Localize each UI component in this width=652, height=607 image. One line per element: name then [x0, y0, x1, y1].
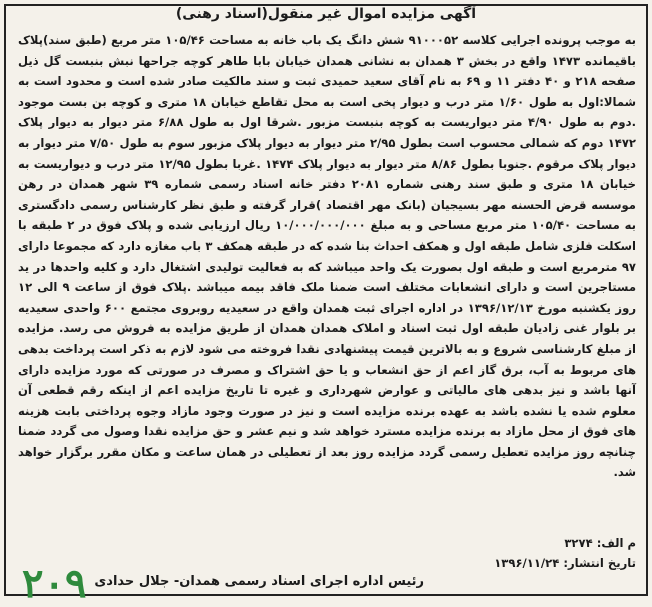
- signature-line: رئیس اداره اجرای اسناد رسمی همدان- جلال حدادی: [94, 574, 424, 589]
- publish-date: تاریخ انتشار: ۱۳۹۶/۱۱/۲۴: [494, 556, 636, 570]
- reference-number: م الف: ۳۲۷۴: [564, 536, 636, 550]
- notice-body: به موجب پرونده اجرایی کلاسه ۹۱۰۰۰۵۲ شش دانگ یک باب خانه به مساحت ۱۰۵/۴۶ متر مربع (طبق سند)پلاک باقیمانده ۱۴۷۳ واقع در بخش ۳ همدان به نشانی همدان خیابان بابا طاهر کوچه جراحها نبش بنبست گل ذیل صفحه ۲۱۸ و ۴۰ دفتر ۱۱ و ۶۹ به نام آقای سعید حمیدی ثبت و سند مالکیت صادر شده است و محدود است به شمالا:اول به طول ۱/۶۰ متر درب و دیوار پخی است به محل تقاطع خیابان ۱۸ متری و کوچه بن بست موجود .دوم به طول ۴/۹۰ متر دیواریست به کوچه بنبست مزبور .شرقا اول به طول ۶/۸۸ متر دیوار به دیوار پلاک ۱۴۷۲ دوم که شمالی محسوب است بطول ۲/۹۵ متر دیوار به دیوار پلاک مزبور سوم به طول ۷/۵۰ متر دیوار به دیوار پلاک مرقوم .جنوبا بطول ۸/۸۶ متر دیوار به دیوار پلاک ۱۴۷۴ .غربا بطول ۱۲/۹۵ متر درب و دیواریست به خیابان ۱۸ متری و طبق سند رهنی شماره ۲۰۸۱ دفتر خانه اسناد رسمی شماره ۳۹ شهر همدان در رهن موسسه قرض الحسنه مهر بسیجیان (بانک مهر اقتصاد )قرار گرفته و طبق نظر کارشناس رسمی دادگستری به مساحت ۱۰۵/۴۰ متر مربع مساحی و به مبلغ ۱۰/۰۰۰/۰۰۰/۰۰۰ ریال ارزیابی شده و پلاک فوق در ۲ طبقه با اسکلت فلزی شامل طبقه اول و همکف احداث بنا شده که در طبقه همکف ۳ باب مغازه دارد که مجموعا دارای ۹۷ مترمربع است و طبقه اول بصورت یک واحد میباشد که به فعالیت تولیدی اشتغال دارد و کلیه واحدها در ید مستاجرین است و دارای انشعابات مختلف است ضمنا ملک فاقد بیمه میباشد .پلاک فوق از ساعت ۹ الی ۱۲ روز یکشنبه مورخ ۱۳۹۶/۱۲/۱۳ در اداره اجرای ثبت همدان واقع در سعیدیه روبروی مجتمع ۶۰۰ واحدی سعیدیه بر بلوار غنی زادیان طبقه اول ثبت اسناد و املاک همدان همدان از طریق مزایده به فروش می رسد. مزایده از مبلغ کارشناسی شروع و به بالاترین قیمت پیشنهادی نقدا فروخته می شود لازم به ذکر است پرداخت بدهی های مربوط به آب، برق گاز اعم از حق انشعاب و یا حق اشتراک و مصرف در صورتی که مورد مزایده دارای آنها باشد و نیز بدهی های مالیاتی و عوارض شهرداری و غیره تا تاریخ مزایده اعم از اینکه رقم قطعی آن معلوم شده یا نشده باشد به عهده برنده مزایده است و نیز در صورت وجود مازاد وجوه پرداختی بابت هزینه های فوق از محل مازاد به برنده مزایده مسترد خواهد شد و نیم عشر و حق مزایده نقدا وصول می گردد ضمنا چنانچه روز مزایده تعطیل رسمی گردد مزایده روز بعد از تعطیلی در همان ساعت و مکان مقرر برگزار خواهد شد.: [18, 33, 637, 480]
- handwritten-stamp: ۲۰۹: [22, 560, 87, 607]
- notice-title: آگهی مزایده اموال غیر منقول(اسناد رهنی): [175, 6, 477, 22]
